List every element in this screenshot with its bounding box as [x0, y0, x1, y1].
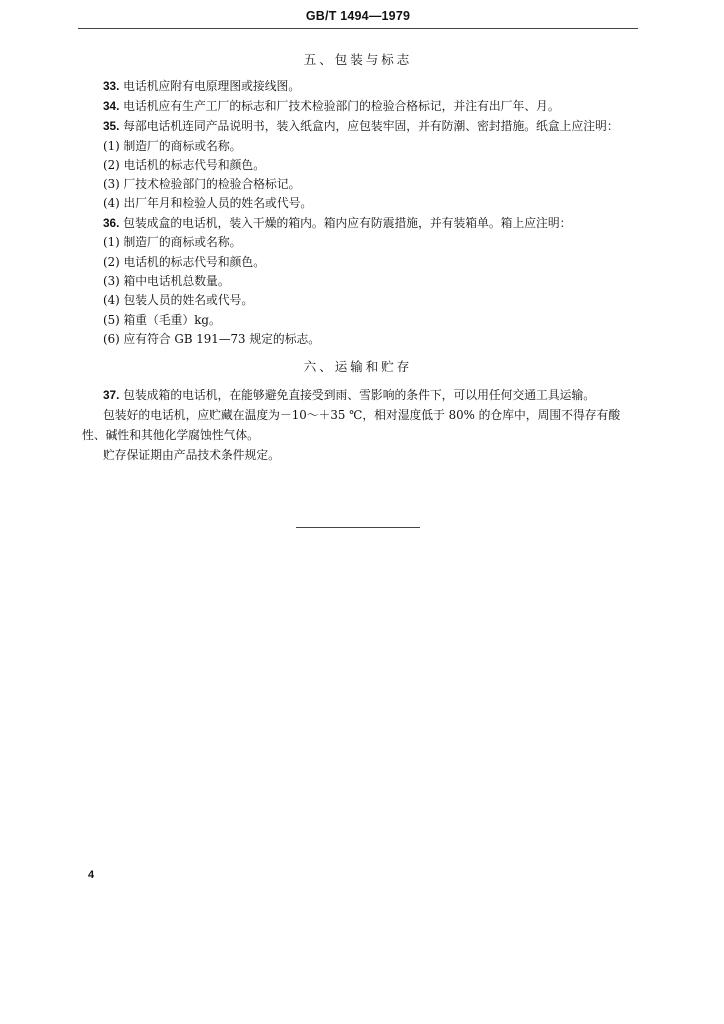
sub-item: (4) 包装人员的姓名或代号。: [103, 293, 254, 307]
item-number: 34.: [103, 99, 120, 113]
storage-period-paragraph: 贮存保证期由产品技术条件规定。: [103, 448, 280, 462]
sub-item: (2) 电话机的标志代号和颜色。: [103, 255, 266, 269]
item-text: 每部电话机连同产品说明书，装入纸盒内，应包装牢固，并有防潮、密封措施。纸盒上应注明：: [123, 119, 619, 133]
sub-item: (5) 箱重（毛重）kg。: [103, 313, 221, 327]
standard-number-header: GB/T 1494—1979: [305, 9, 411, 23]
end-divider: [296, 527, 420, 528]
item-text: 电话机应附有电原理图或接线图。: [123, 79, 301, 93]
item-37: [103, 386, 595, 404]
item-number: 33.: [103, 79, 120, 93]
item-number: 36.: [103, 216, 120, 230]
page-number: 4: [88, 869, 95, 881]
item-34: [103, 97, 560, 115]
item-text: 包装成盒的电话机，装入干燥的箱内。箱内应有防震措施，并有装箱单。箱上应注明：: [123, 216, 572, 230]
sub-item: (1) 制造厂的商标或名称。: [103, 139, 242, 153]
storage-paragraph-line: 性、碱性和其他化学腐蚀性气体。: [82, 428, 259, 442]
item-text: 电话机应有生产工厂的标志和厂技术检验部门的检验合格标记，并注有出厂年、月。: [123, 99, 560, 113]
sub-item: (3) 厂技术检验部门的检验合格标记。: [103, 177, 301, 191]
section-title-packaging: 五、包装与标志: [303, 52, 413, 67]
item-text: 包装成箱的电话机，在能够避免直接受到雨、雪影响的条件下，可以用任何交通工具运输。: [123, 388, 596, 402]
sub-item: (4) 出厂年月和检验人员的姓名或代号。: [103, 196, 313, 210]
item-33: [103, 77, 300, 95]
item-number: 35.: [103, 119, 120, 133]
item-36: [103, 214, 571, 232]
storage-paragraph-line: 包装好的电话机，应贮藏在温度为－10～＋35 ℃，相对湿度低于 80% 的仓库中，周围不得存有酸: [103, 408, 621, 422]
item-35: [103, 117, 619, 135]
header-divider: [78, 28, 638, 29]
sub-item: (3) 箱中电话机总数量。: [103, 274, 230, 288]
sub-item: (6) 应有符合 GB 191—73 规定的标志。: [103, 332, 321, 346]
section-title-transport-storage: 六、运输和贮存: [303, 359, 413, 374]
sub-item: (2) 电话机的标志代号和颜色。: [103, 158, 266, 172]
item-number: 37.: [103, 388, 120, 402]
sub-item: (1) 制造厂的商标或名称。: [103, 235, 242, 249]
